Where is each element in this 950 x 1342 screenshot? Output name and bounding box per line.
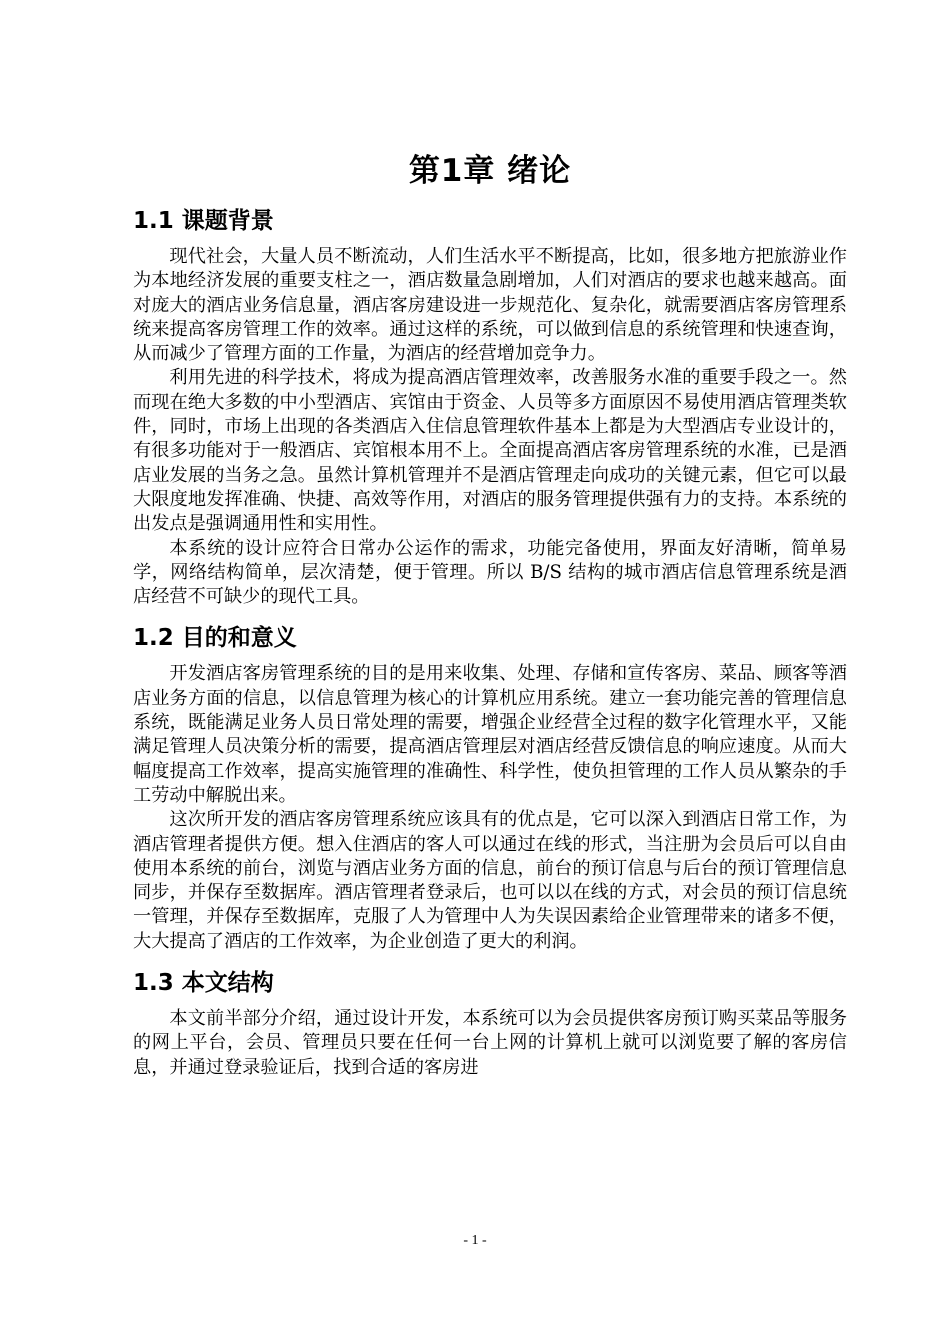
paragraph: 利用先进的科学技术，将成为提高酒店管理效率，改善服务水准的重要手段之一。然而现在绝大多数的中小型酒店、宾馆由于资金、人员等多方面原因不易使用酒店管理类软件，同时，市场上出现的各类酒店入住信息管理软件基本上都是为大型酒店专业设计的，有很多功能对于一般酒店、宾馆根本用不上。全面提高酒店客房管理系统的水准，已是酒店业发展的当务之急。虽然计算机管理并不是酒店管理走向成功的关键元素，但它可以最大限度地发挥准确、快捷、高效等作用，对酒店的服务管理提供强有力的支持。本系统的出发点是强调通用性和实用性。	[133, 367, 847, 535]
section-1-3	[133, 966, 847, 1080]
section-1-1	[133, 204, 847, 609]
paragraph: 这次所开发的酒店客房管理系统应该具有的优点是，它可以深入到酒店日常工作，为酒店管理者提供方便。想入住酒店的客人可以通过在线的形式，当注册为会员后可以自由使用本系统的前台，浏览与酒店业务方面的信息，前台的预订信息与后台的预订管理信息同步，并保存至数据库。酒店管理者登录后，也可以以在线的方式，对会员的预订信息统一管理，并保存至数据库，克服了人为管理中人为失误因素给企业管理带来的诸多不便，大大提高了酒店的工作效率，为企业创造了更大的利润。	[133, 809, 847, 952]
paragraph: 开发酒店客房管理系统的目的是用来收集、处理、存储和宣传客房、菜品、顾客等酒店业务方面的信息，以信息管理为核心的计算机应用系统。建立一套功能完善的管理信息系统，既能满足业务人员日常处理的需要，增强企业经营全过程的数字化管理水平，又能满足管理人员决策分析的需要，提高酒店管理层对酒店经营反馈信息的响应速度。从而大幅度提高工作效率，提高实施管理的准确性、科学性，使负担管理的工作人员从繁杂的手工劳动中解脱出来。	[133, 663, 847, 806]
section-title: 1.1 课题背景	[133, 208, 274, 234]
section-title: 1.2 目的和意义	[133, 625, 297, 652]
page-content	[133, 150, 847, 1080]
paragraph: 本文前半部分介绍，通过设计开发，本系统可以为会员提供客房预订购买菜品等服务的网上平台，会员、管理员只要在任何一台上网的计算机上就可以浏览要了解的客房信息，并通过登录验证后，找到合适的客房进	[133, 1008, 847, 1078]
section-title: 1.3 本文结构	[133, 970, 274, 997]
paragraph: 本系统的设计应符合日常办公运作的需求，功能完备使用，界面友好清晰，简单易学，网络结构简单，层次清楚，便于管理。所以 B/S 结构的城市酒店信息管理系统是酒店经营不可缺少的现代工具。	[133, 537, 847, 608]
page-number: - 1 -	[463, 1233, 487, 1248]
chapter-title: 第1章 绪论	[408, 153, 572, 189]
paragraph: 现代社会，大量人员不断流动，人们生活水平不断提高，比如，很多地方把旅游业作为本地经济发展的重要支柱之一，酒店数量急剧增加，人们对酒店的要求也越来越高。面对庞大的酒店业务信息量，酒店客房建设进一步规范化、复杂化，就需要酒店客房管理系统来提高客房管理工作的效率。通过这样的系统，可以做到信息的系统管理和快速查询，从而减少了管理方面的工作量，为酒店的经营增加竞争力。	[133, 246, 847, 365]
section-1-2	[133, 621, 847, 954]
